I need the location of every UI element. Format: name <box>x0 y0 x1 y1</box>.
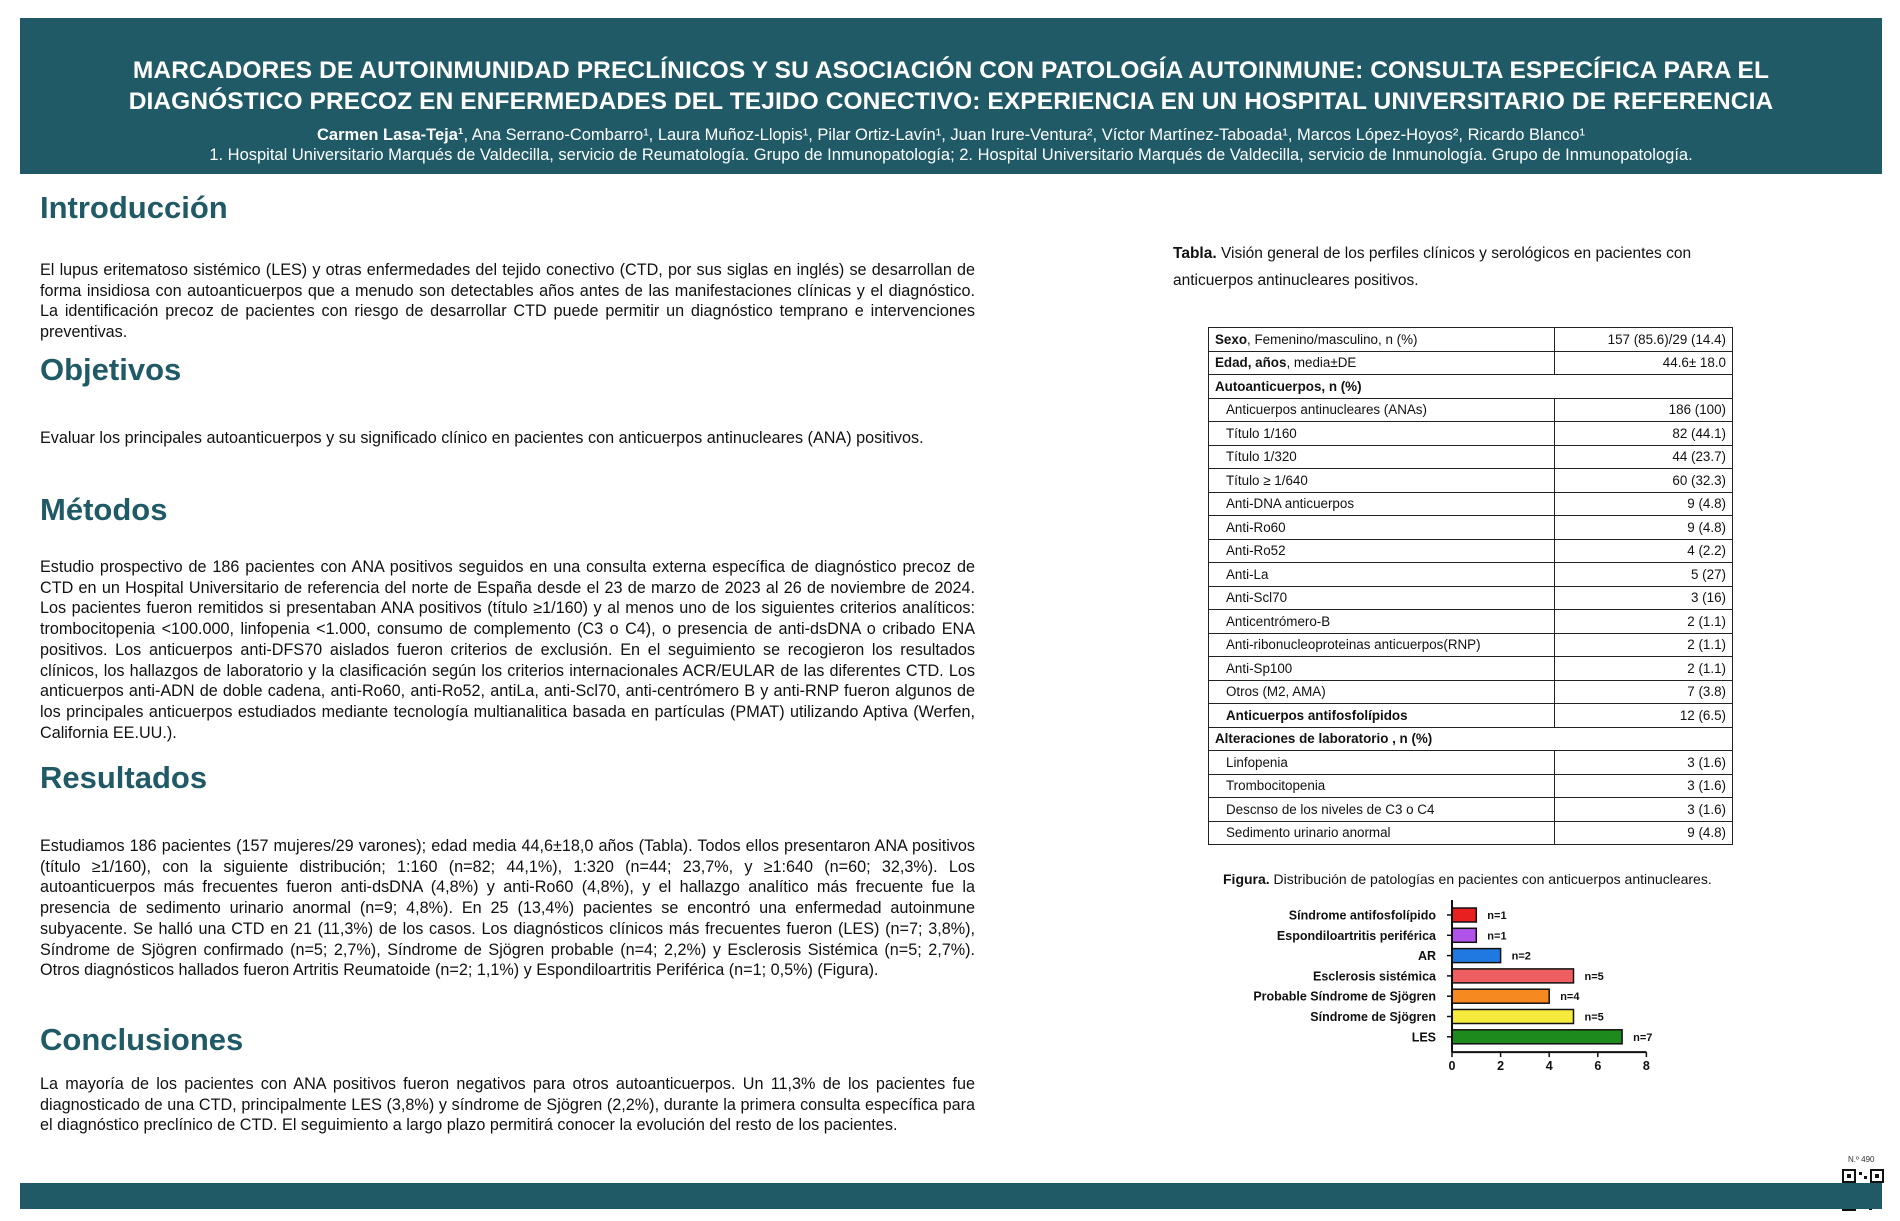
table-row-label-text: Otros (M2, AMA) <box>1226 684 1326 700</box>
category-label: AR <box>1417 949 1436 964</box>
table-row-label-text: Anticuerpos antinucleares (ANAs) <box>1226 402 1427 418</box>
table-row-label <box>1209 469 1555 493</box>
footer-bar <box>20 1183 1882 1209</box>
table-row-label-text: Anti-La <box>1226 566 1269 582</box>
table-row-value: 186 (100) <box>1555 398 1733 422</box>
table-row <box>1209 351 1733 375</box>
table-row-label-text: Anti-DNA anticuerpos <box>1226 496 1355 512</box>
x-tick-label: 6 <box>1594 1059 1602 1074</box>
objectives-text: Evaluar los principales autoanticuerpos y su significado clínico en pacientes con anticuerpos antinucleares (ANA) positivos. <box>40 429 924 447</box>
conclusions-text: La mayoría de los pacientes con ANA positivos fueron negativos para otros autoanticuerpos. Un 11,3% de los pacientes fue diagnosticado de una CTD, principalmente LES (3,8%) y síndrome de Sjögren (2,2%), durante la primera consulta específica para el diagnóstico preclínico de CTD. El seguimiento a largo plazo permitirá conocer la evolución del resto de los pacientes. <box>40 1075 975 1135</box>
table-row <box>1209 727 1733 751</box>
bar-data-label: n=5 <box>1584 970 1604 983</box>
table-caption-label: Tabla. <box>1173 245 1217 262</box>
category-label: Síndrome antifosfolípido <box>1288 908 1436 923</box>
table-row-value: 60 (32.3) <box>1555 469 1733 493</box>
author-list <box>20 125 1882 145</box>
table-row-label <box>1209 328 1555 352</box>
table-row-value: 44.6± 18.0 <box>1555 351 1733 375</box>
table-row <box>1209 328 1733 352</box>
table-row-label <box>1209 610 1555 634</box>
table-row <box>1209 821 1733 845</box>
x-tick-label: 4 <box>1545 1059 1553 1074</box>
co-authors: , Ana Serrano-Combarro¹, Laura Muñoz-Llopis¹, Pilar Ortiz-Lavín¹, Juan Irure-Ventura², Víctor Martínez-Taboada¹, Marcos López-Hoyos², Ricardo Blanco¹ <box>463 126 1585 144</box>
conclusions-heading: Conclusiones <box>40 1022 244 1057</box>
results-text: Estudiamos 186 pacientes (157 mujeres/29 varones); edad media 44,6±18,0 años (Tabla). Todos ellos presentaron ANA positivos (título ≥1/160), con la siguiente distribución; 1:160 (n=82; 44,1%), 1:320 (n=44; 23,7%, y ≥1:640 (n=60; 32,3%). Los autoanticuerpos más frecuentes fueron anti-dsDNA (4,8%) y anti-Ro60 (4,8%), y el hallazgo analítico más frecuente fue la presencia de sedimento urinario anormal (n=9; 4,8%). En 25 (13,4%) pacientes se encontró una enfermedad autoinmune subyacente. Se halló una CTD en 21 (11,3%) de los casos. Los diagnósticos clínicos más frecuentes fueron (LES) (n=7; 3,8%), Síndrome de Sjögren confirmado (n=5; 2,7%), Síndrome de Sjögren probable (n=4; 2,2%) y Esclerosis Sistémica (n=5; 2,7%). Otros diagnósticos hallados fueron Artritis Reumatoide (n=2; 1,1%) y Espondiloartritis Periférica (n=1; 0,5%) (Figura). <box>40 837 975 980</box>
table-row <box>1209 398 1733 422</box>
table-row <box>1209 539 1733 563</box>
affiliations: 1. Hospital Universitario Marqués de Valdecilla, servicio de Reumatología. Grupo de Inmunopatología; 2. Hospital Universitario Marqués de Valdecilla, servicio de Inmunología. Grupo de Inmunopatología. <box>209 146 1693 164</box>
bar <box>1452 1030 1622 1044</box>
poster-title <box>60 55 1842 117</box>
table-row-label-text: Anti-Ro60 <box>1226 519 1286 535</box>
table-row-label-text: Anti-Sp100 <box>1226 660 1293 676</box>
table-row-label-text: Linfopenia <box>1226 754 1288 770</box>
table-row-label <box>1209 751 1555 775</box>
table-row-label <box>1209 351 1555 375</box>
table-row-value: 9 (4.8) <box>1555 821 1733 845</box>
bar <box>1452 928 1476 942</box>
table-row-label <box>1209 821 1555 845</box>
category-label: Probable Síndrome de Sjögren <box>1253 989 1436 1004</box>
table-row-label-text: , Femenino/masculino, n (%) <box>1247 331 1418 347</box>
diagnosis-bar-chart <box>1228 900 1748 1130</box>
bar-data-label: n=5 <box>1584 1011 1604 1024</box>
bar-data-label: n=7 <box>1633 1031 1653 1044</box>
table-row-label <box>1209 727 1733 751</box>
table-row-label-text: Anti-ribonucleoproteinas anticuerpos(RNP) <box>1226 637 1481 653</box>
table-row-value: 2 (1.1) <box>1555 633 1733 657</box>
table-row-label-text: , media±DE <box>1286 355 1357 371</box>
table-row-value: 2 (1.1) <box>1555 610 1733 634</box>
methods-text: Estudio prospectivo de 186 pacientes con ANA positivos seguidos en una consulta externa específica de diagnóstico precoz de CTD en un Hospital Universitario de referencia del norte de España desde el 23 de marzo de 2023 al 26 de noviembre de 2024. Los pacientes fueron remitidos si presentaban ANA positivos (título ≥1/160) y al menos uno de los siguientes criterios analíticos: trombocitopenia <100.000, linfopenia <1.000, consumo de complemento (C3 o C4), o presencia de anti-dsDNA o cribado ENA positivos. Los anticuerpos anti-DFS70 aislados fueron criterios de exclusión. En el seguimiento se recogieron los resultados clínicos, los hallazgos de laboratorio y la clasificación según los criterios internacionales ACR/EULAR de las diferentes CTD. Los anticuerpos anti-ADN de doble cadena, anti-Ro60, anti-Ro52, antiLa, anti-Scl70, anti-centrómero B y anti-RNP fueron algunos de los principales anticuerpos estudiados mediante tecnología multianalitica basada en partículas (PMAT) utilizando Aptiva (Werfen, California EE.UU.). <box>40 558 975 742</box>
table-row <box>1209 492 1733 516</box>
table-row <box>1209 798 1733 822</box>
table-row-value: 157 (85.6)/29 (14.4) <box>1555 328 1733 352</box>
table-row <box>1209 469 1733 493</box>
table-row-label <box>1209 798 1555 822</box>
table-row-label <box>1209 774 1555 798</box>
title-line-2: DIAGNÓSTICO PRECOZ EN ENFERMEDADES DEL TEJIDO CONECTIVO: EXPERIENCIA EN UN HOSPITAL UNIVERSITARIO DE REFERENCIA <box>128 88 1774 115</box>
category-label: Espondiloartritis periférica <box>1276 928 1436 943</box>
figure-caption-text: Distribución de patologías en pacientes con anticuerpos antinucleares. <box>1269 871 1712 887</box>
table-row-label-bold: Alteraciones de laboratorio , n (%) <box>1215 731 1433 747</box>
x-tick-label: 8 <box>1642 1059 1650 1074</box>
table-row-label-bold: Anticuerpos antifosfolípidos <box>1226 707 1408 723</box>
table-row-value: 2 (1.1) <box>1555 657 1733 681</box>
table-row-label-bold: Autoanticuerpos, n (%) <box>1215 378 1362 394</box>
table-row-label <box>1209 633 1555 657</box>
table-row <box>1209 633 1733 657</box>
table-row-value: 7 (3.8) <box>1555 680 1733 704</box>
table-row-value: 82 (44.1) <box>1555 422 1733 446</box>
table-row-value: 3 (16) <box>1555 586 1733 610</box>
table-row-label <box>1209 539 1555 563</box>
bar-data-label: n=2 <box>1511 950 1531 963</box>
table-row-label <box>1209 680 1555 704</box>
table-row <box>1209 680 1733 704</box>
table-row-label <box>1209 398 1555 422</box>
table-caption <box>1173 240 1733 294</box>
figure-caption <box>1223 871 1712 887</box>
lead-author: Carmen Lasa-Teja¹ <box>317 126 464 144</box>
table-caption-text: Visión general de los perfiles clínicos y serológicos en pacientes con anticuerpos antinucleares positivos. <box>1173 245 1692 289</box>
table-row <box>1209 751 1733 775</box>
bar <box>1452 1010 1574 1024</box>
table-row-label <box>1209 586 1555 610</box>
table-row-value: 12 (6.5) <box>1555 704 1733 728</box>
x-tick-label: 2 <box>1497 1059 1505 1074</box>
table-row <box>1209 774 1733 798</box>
table-row-value: 3 (1.6) <box>1555 798 1733 822</box>
table-row <box>1209 563 1733 587</box>
table-row-label <box>1209 422 1555 446</box>
table-row <box>1209 516 1733 540</box>
category-label: Esclerosis sistémica <box>1313 969 1436 984</box>
bar-data-label: n=1 <box>1487 910 1507 922</box>
table-row-value: 9 (4.8) <box>1555 492 1733 516</box>
results-heading: Resultados <box>40 760 208 795</box>
bar <box>1452 969 1574 983</box>
poster-number: N.º 490 <box>1848 1155 1875 1164</box>
table-row-label-bold: Sexo <box>1215 331 1248 347</box>
table-row-label-text: Título 1/320 <box>1226 449 1297 465</box>
category-label: LES <box>1411 1030 1436 1045</box>
title-line-1: MARCADORES DE AUTOINMUNIDAD PRECLÍNICOS Y SU ASOCIACIÓN CON PATOLOGÍA AUTOINMUNE: CONSULTA ESPECÍFICA PARA EL <box>132 57 1770 84</box>
table-row-label-text: Descnso de los niveles de C3 o C4 <box>1226 801 1435 817</box>
table-row-label <box>1209 563 1555 587</box>
table-row-value: 9 (4.8) <box>1555 516 1733 540</box>
table-row-label-text: Anticentrómero-B <box>1226 613 1331 629</box>
table-row-value: 4 (2.2) <box>1555 539 1733 563</box>
table-row-label <box>1209 492 1555 516</box>
table-row <box>1209 610 1733 634</box>
intro-heading: Introducción <box>40 190 228 225</box>
table-row-label-bold: Edad, años <box>1215 355 1287 371</box>
table-row-label-text: Anti-Scl70 <box>1226 590 1288 606</box>
table-row <box>1209 445 1733 469</box>
table-row-label-text: Título 1/160 <box>1226 425 1297 441</box>
bar-data-label: n=1 <box>1487 930 1507 943</box>
bar <box>1452 949 1501 963</box>
table-row <box>1209 704 1733 728</box>
table-row-label-text: Trombocitopenia <box>1226 778 1326 794</box>
table-row-label <box>1209 516 1555 540</box>
bar-data-label: n=4 <box>1560 991 1580 1004</box>
bar <box>1452 989 1549 1003</box>
figure-caption-label: Figura. <box>1223 871 1270 887</box>
table-row-label <box>1209 657 1555 681</box>
table-row <box>1209 586 1733 610</box>
intro-text: El lupus eritematoso sistémico (LES) y otras enfermedades del tejido conectivo (CTD, por sus siglas en inglés) se desarrollan de forma insidiosa con autoanticuerpos que a menudo son detectables años antes de las manifestaciones clínicas y el diagnóstico. La identificación precoz de pacientes con riesgo de desarrollar CTD puede permitir un diagnóstico temprano e intervenciones preventivas. <box>40 261 975 342</box>
table-row <box>1209 657 1733 681</box>
table-row-label-text: Título ≥ 1/640 <box>1226 472 1308 488</box>
table-row <box>1209 375 1733 399</box>
table-row-label <box>1209 704 1555 728</box>
table-row-value: 3 (1.6) <box>1555 751 1733 775</box>
table-row-value: 44 (23.7) <box>1555 445 1733 469</box>
category-label: Síndrome de Sjögren <box>1310 1010 1436 1024</box>
table-row-label <box>1209 375 1733 399</box>
table-row-label-text: Anti-Ro52 <box>1226 543 1286 559</box>
bar <box>1452 908 1476 922</box>
table-row-label-text: Sedimento urinario anormal <box>1226 825 1391 841</box>
x-tick-label: 0 <box>1448 1059 1456 1074</box>
objectives-heading: Objetivos <box>40 352 182 387</box>
table-row-value: 5 (27) <box>1555 563 1733 587</box>
table-row-label <box>1209 445 1555 469</box>
table-row <box>1209 422 1733 446</box>
title-banner <box>20 18 1882 174</box>
methods-heading: Métodos <box>40 492 168 527</box>
table-row-value: 3 (1.6) <box>1555 774 1733 798</box>
stats-table <box>1208 327 1733 845</box>
